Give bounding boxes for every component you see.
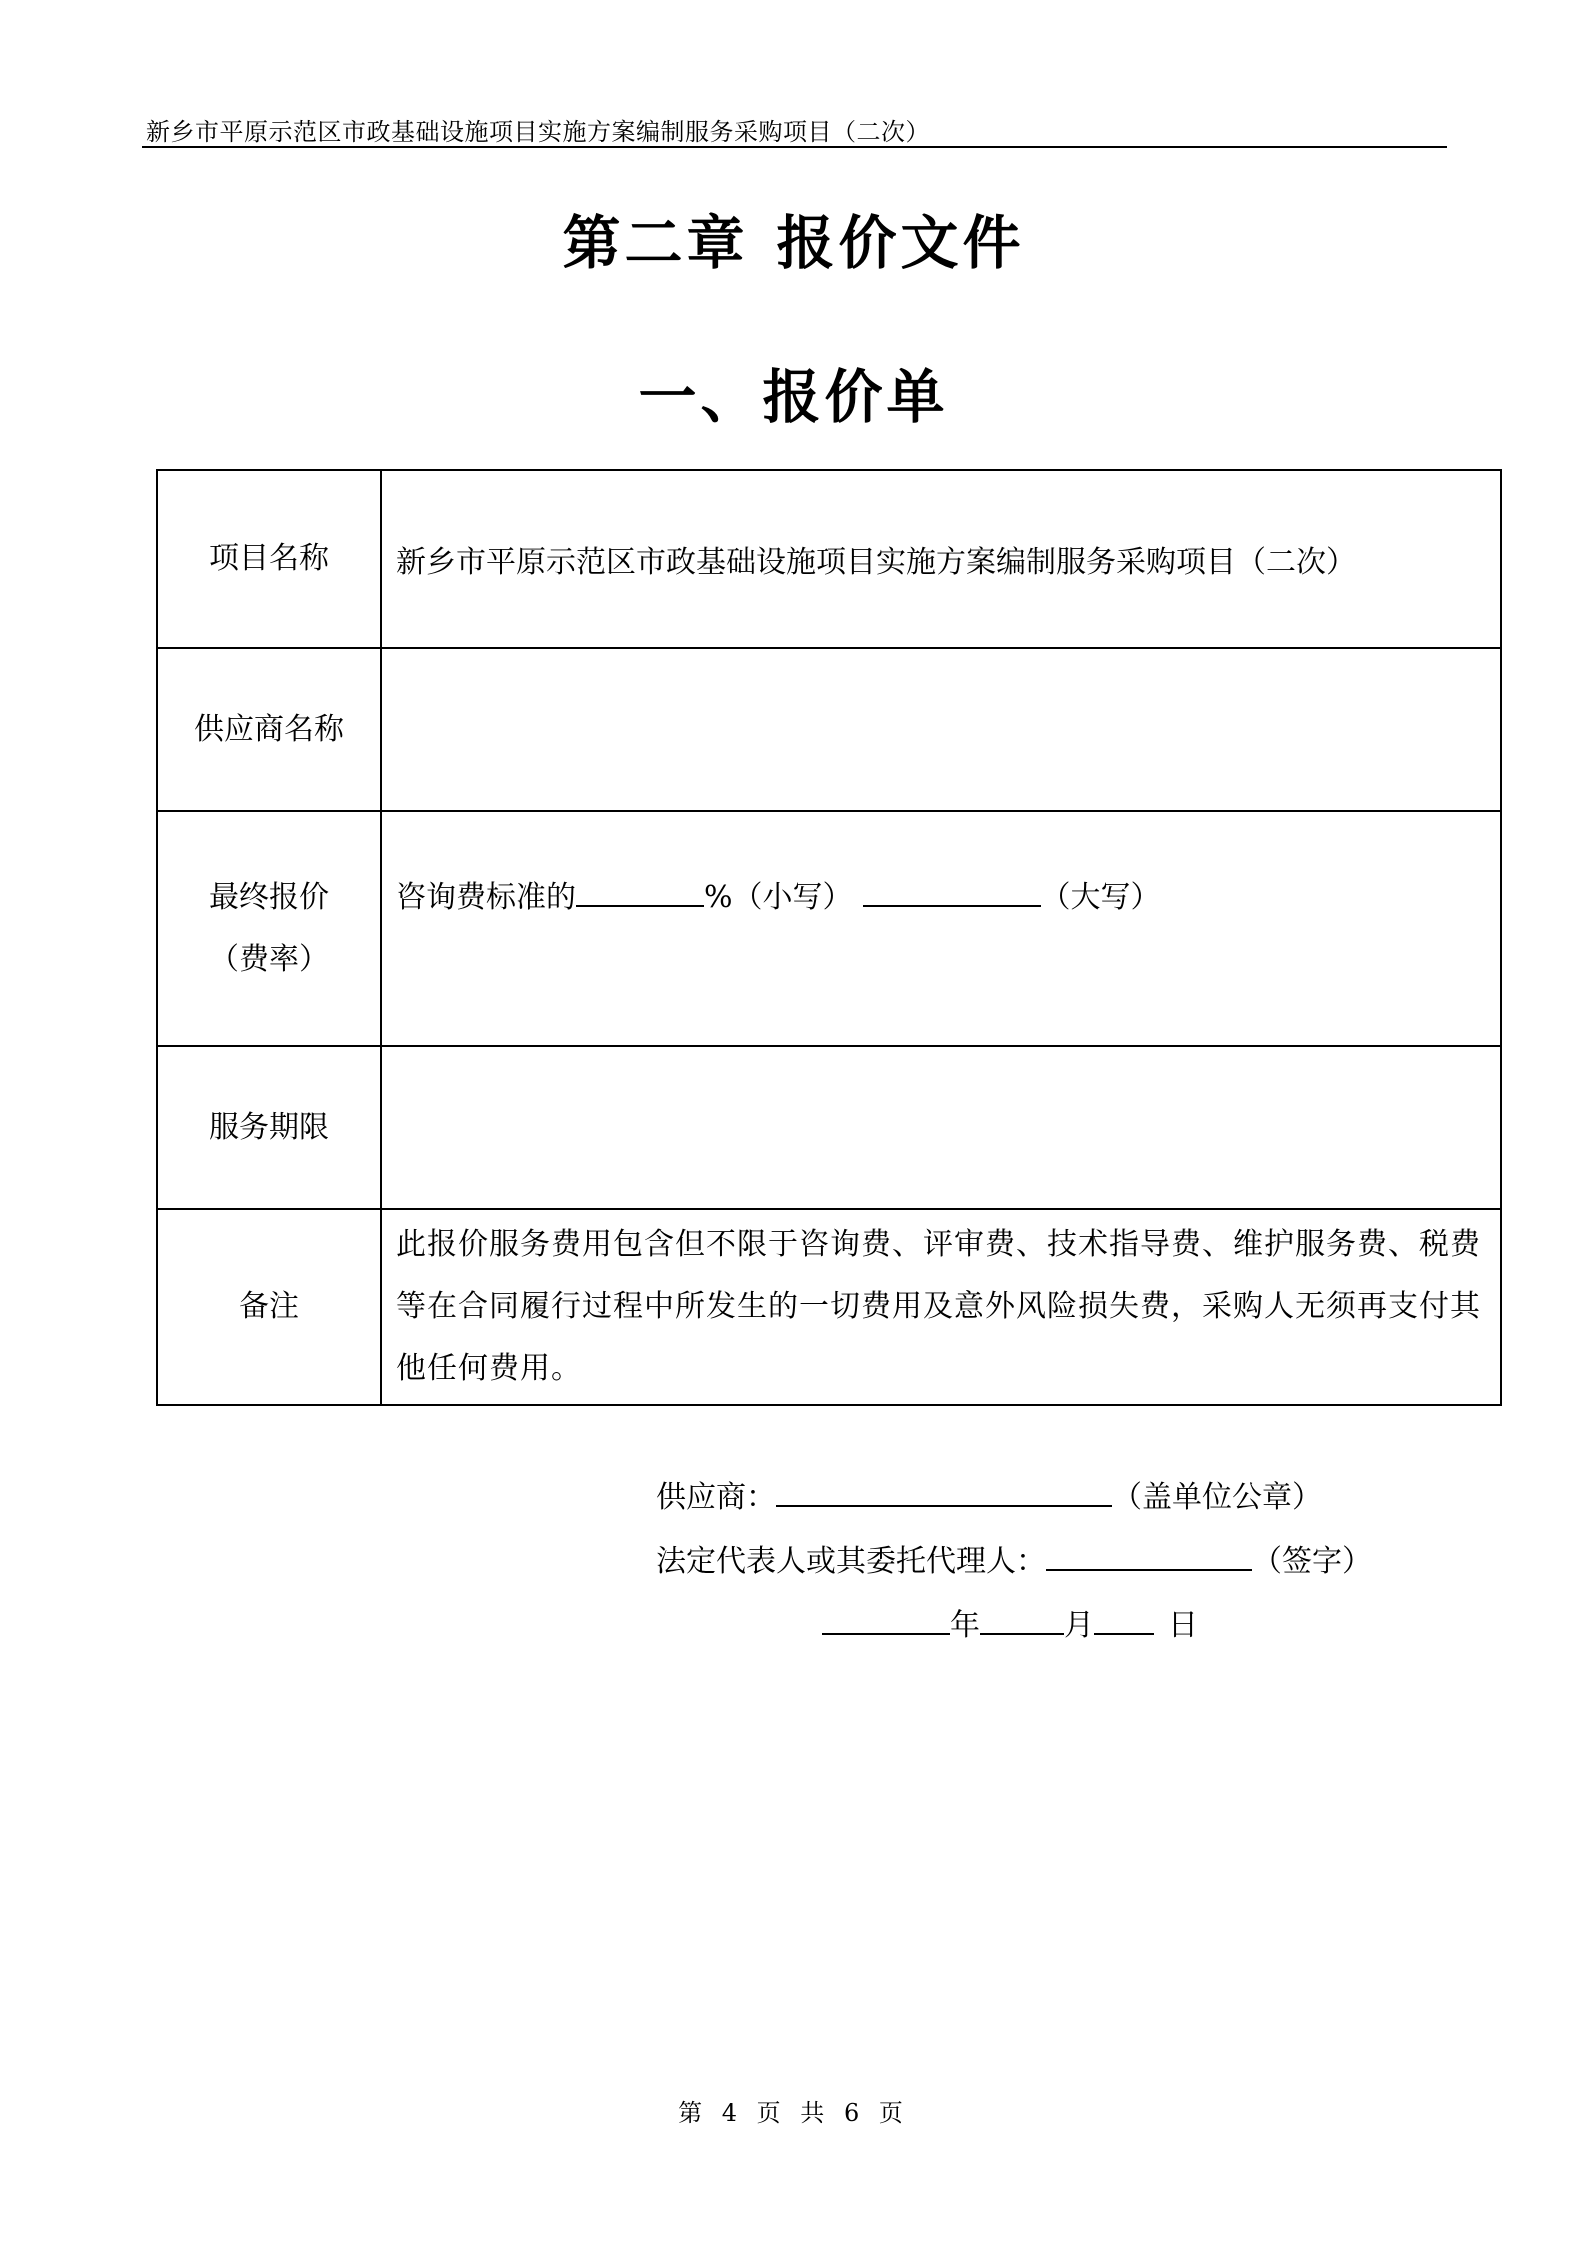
representative-sign-line: [656, 1530, 1372, 1594]
rate-small-blank[interactable]: [576, 875, 704, 907]
section-title: 一、报价单: [638, 363, 949, 431]
supplier-sign-suffix: （盖单位公章）: [1112, 1480, 1322, 1515]
project-name-label: 项目名称: [157, 470, 381, 648]
header-divider: [142, 146, 1447, 148]
table-row-remarks: [157, 1209, 1501, 1405]
representative-sign-blank[interactable]: [1046, 1539, 1252, 1571]
supplier-sign-blank[interactable]: [776, 1475, 1112, 1507]
document-header: 新乡市平原示范区市政基础设施项目实施方案编制服务采购项目（二次）: [146, 118, 930, 146]
month-blank[interactable]: [980, 1603, 1064, 1635]
table-row-final-quote: [157, 811, 1501, 1046]
remarks-value: 此报价服务费用包含但不限于咨询费、评审费、技术指导费、维护服务费、税费等在合同履行过程中所发生的一切费用及意外风险损失费，采购人无须再支付其他任何费用。: [381, 1209, 1501, 1405]
chapter-title-text: 报价文件: [776, 209, 1025, 277]
remarks-label: 备注: [157, 1209, 381, 1405]
quote-table: [156, 469, 1502, 1406]
final-quote-big-text: （大写）: [1040, 880, 1161, 915]
supplier-name-value[interactable]: [381, 648, 1501, 811]
table-row-supplier-name: [157, 648, 1501, 811]
table-row-project-name: [157, 470, 1501, 648]
year-blank[interactable]: [822, 1603, 950, 1635]
year-label: 年: [950, 1608, 980, 1643]
service-period-value[interactable]: [381, 1046, 1501, 1209]
page-number: 第 4 页 共 6 页: [678, 2099, 909, 2127]
signature-area: [656, 1466, 1372, 1658]
day-label: 日: [1168, 1608, 1198, 1643]
representative-sign-suffix: （签字）: [1252, 1544, 1372, 1579]
day-blank[interactable]: [1094, 1603, 1154, 1635]
chapter-title: [0, 196, 1587, 280]
month-label: 月: [1064, 1608, 1094, 1643]
supplier-sign-line: [656, 1466, 1372, 1530]
supplier-name-label: 供应商名称: [157, 648, 381, 811]
date-line: [656, 1594, 1372, 1658]
final-quote-label-line2: （费率）: [209, 941, 329, 977]
service-period-label: 服务期限: [157, 1046, 381, 1209]
supplier-sign-label: 供应商：: [656, 1480, 776, 1515]
final-quote-prefix: 咨询费标准的: [396, 880, 576, 915]
chapter-title-number: 第二章: [562, 209, 749, 277]
final-quote-label: [157, 811, 381, 1046]
final-quote-value: [381, 811, 1501, 1046]
table-row-service-period: [157, 1046, 1501, 1209]
rate-big-blank[interactable]: [863, 875, 1041, 907]
representative-sign-label: 法定代表人或其委托代理人：: [656, 1544, 1046, 1579]
final-quote-label-line1: 最终报价: [209, 879, 329, 915]
final-quote-small-text: %（小写）: [704, 880, 853, 915]
project-name-value: 新乡市平原示范区市政基础设施项目实施方案编制服务采购项目（二次）: [381, 470, 1501, 648]
